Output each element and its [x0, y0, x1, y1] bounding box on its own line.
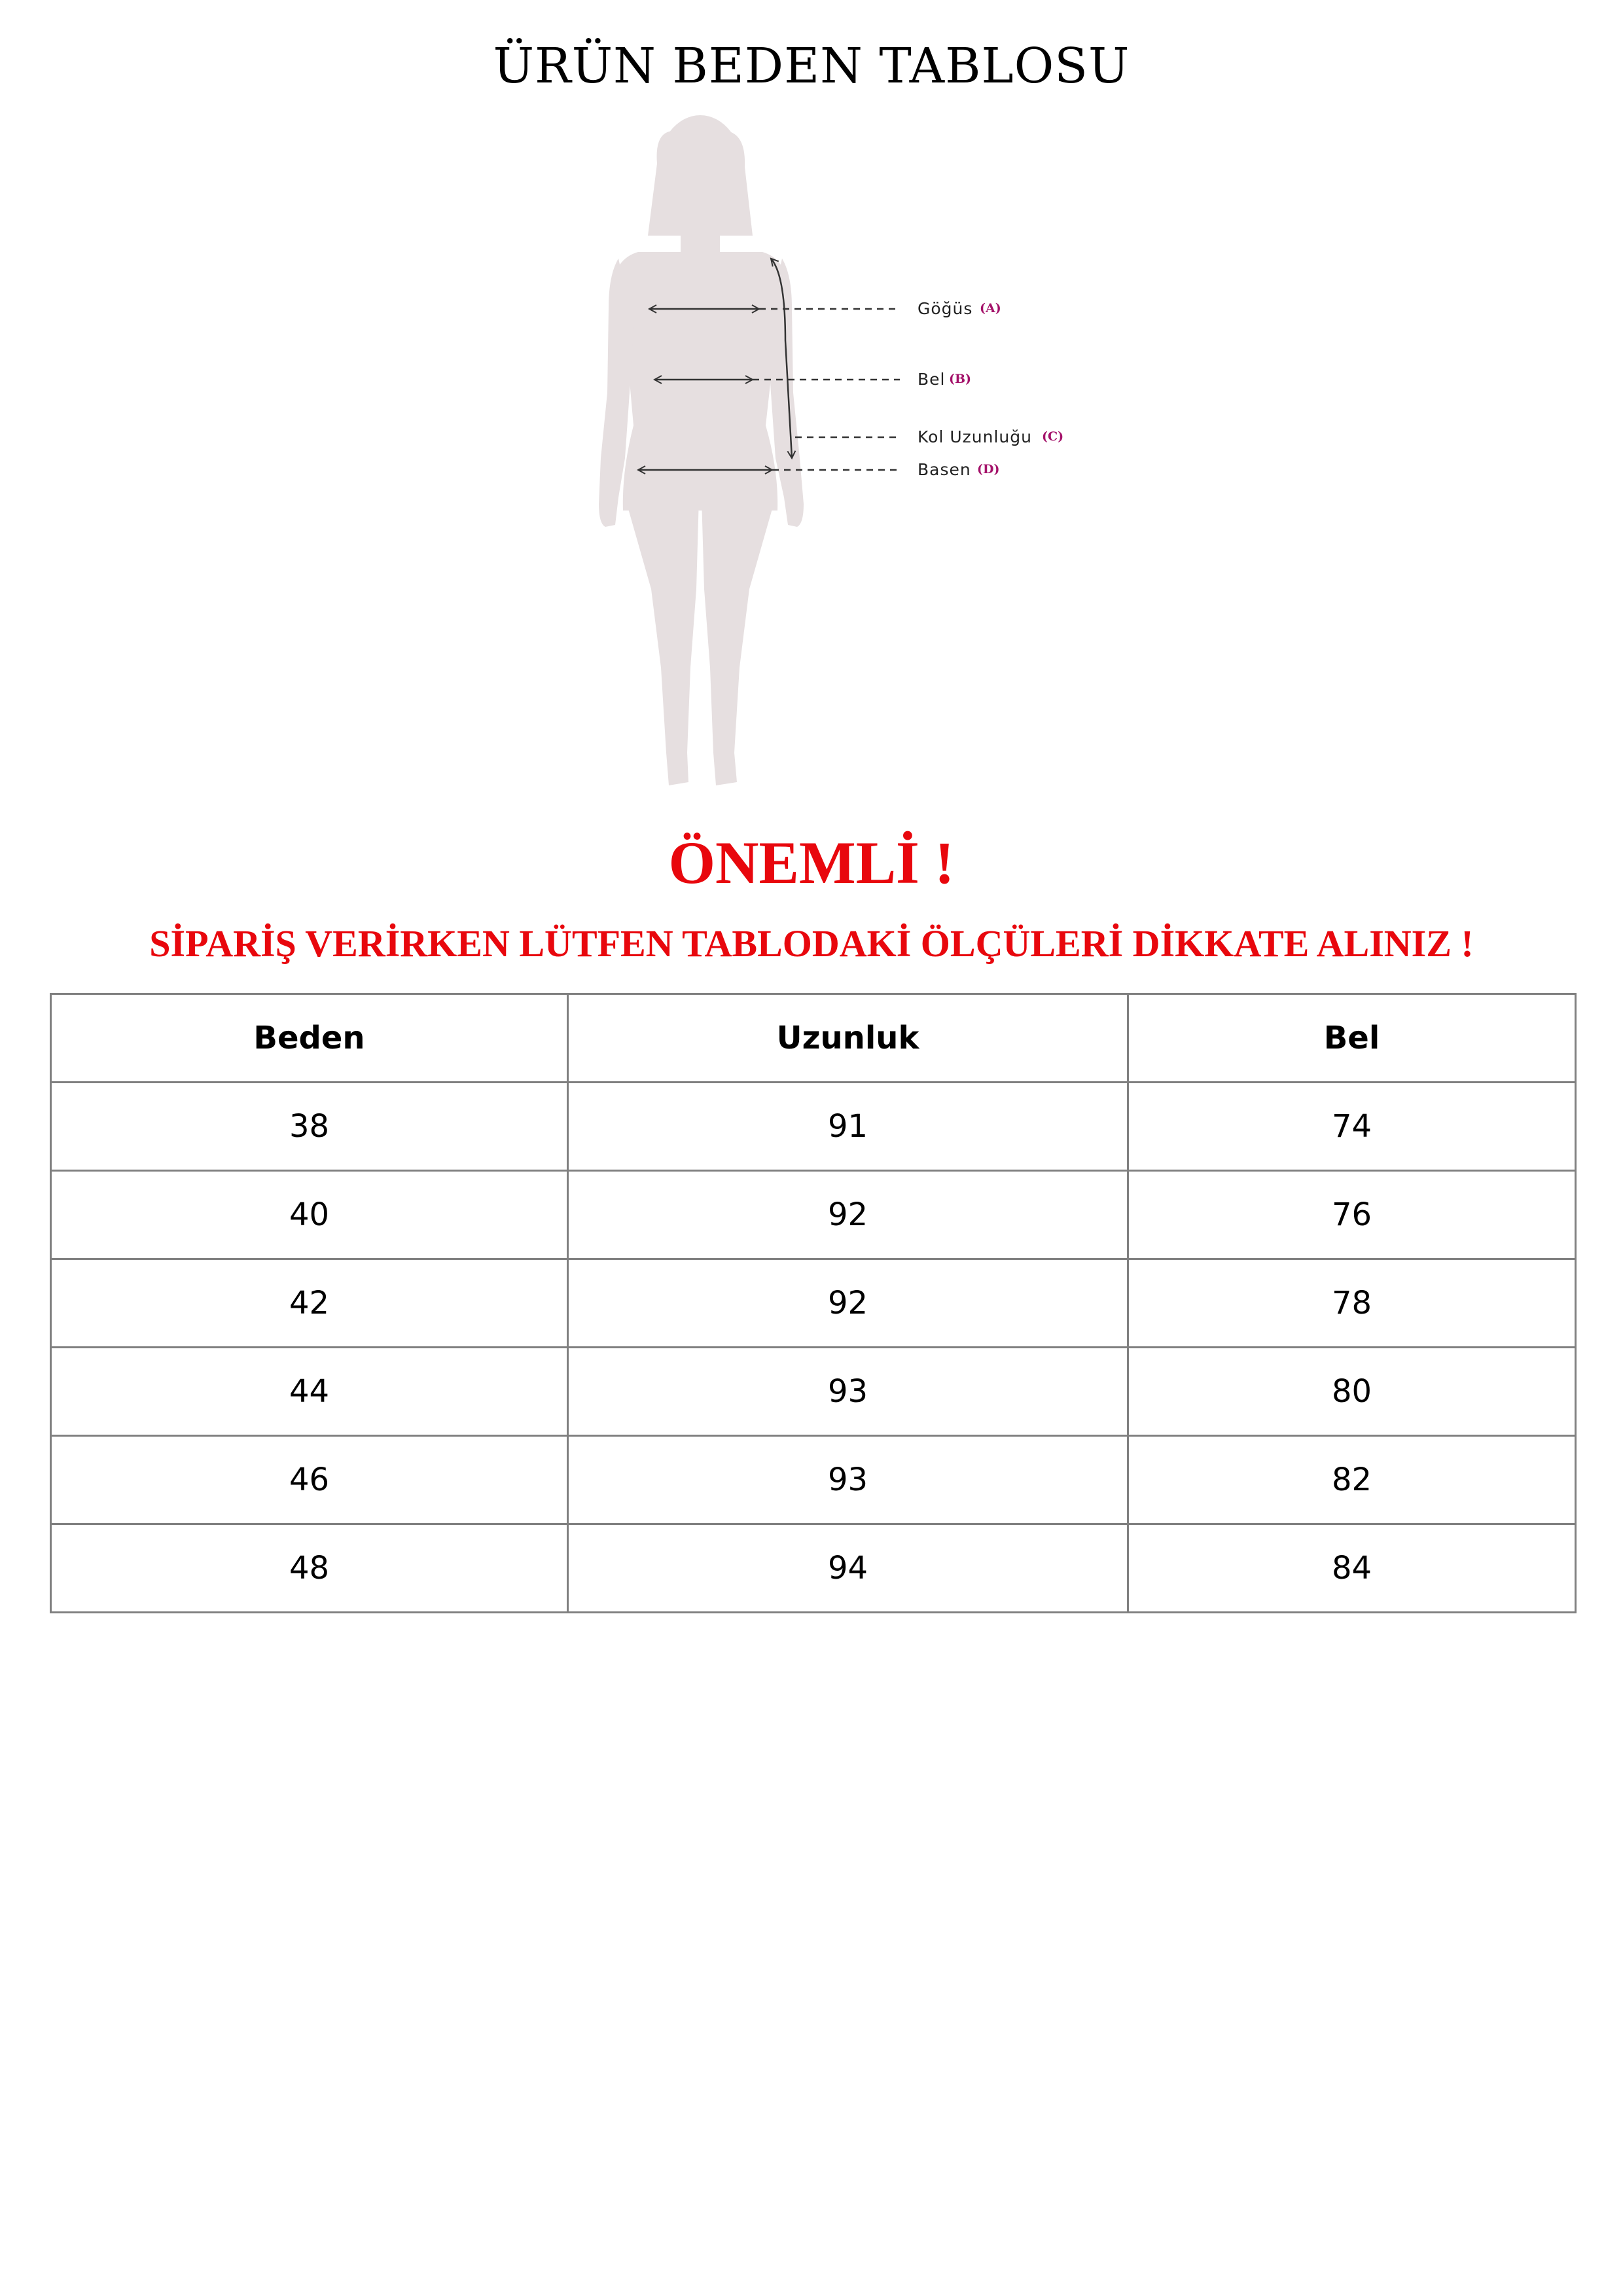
chest-label: Göğüs [918, 299, 973, 318]
table-header-row [51, 994, 1576, 1083]
cell-length: 94 [568, 1524, 1128, 1613]
cell-waist: 82 [1128, 1436, 1576, 1524]
cell-size: 48 [51, 1524, 568, 1613]
table-row [51, 1083, 1576, 1171]
cell-waist: 74 [1128, 1083, 1576, 1171]
cell-size: 38 [51, 1083, 568, 1171]
notice-heading: ÖNEMLİ ! [668, 829, 955, 896]
body-measurement-diagram [0, 0, 1623, 798]
page-title: ÜRÜN BEDEN TABLOSU [493, 38, 1130, 94]
table-row [51, 1348, 1576, 1436]
cell-length: 92 [568, 1171, 1128, 1259]
arm-length-code: (C) [1042, 429, 1064, 444]
size-table [50, 993, 1577, 1613]
hip-label: Basen [918, 460, 971, 479]
female-silhouette [599, 115, 804, 785]
hip-code: (D) [977, 462, 1000, 476]
cell-waist: 84 [1128, 1524, 1576, 1613]
measurement-labels [918, 299, 1063, 479]
cell-size: 40 [51, 1171, 568, 1259]
table-row [51, 1259, 1576, 1348]
table-row [51, 1171, 1576, 1259]
cell-size: 42 [51, 1259, 568, 1348]
waist-code: (B) [949, 372, 972, 386]
chest-code: (A) [980, 301, 1001, 315]
header-size: Beden [51, 994, 568, 1083]
cell-waist: 76 [1128, 1171, 1576, 1259]
cell-size: 46 [51, 1436, 568, 1524]
arm-length-label: Kol Uzunluğu [918, 427, 1032, 446]
header-length: Uzunluk [568, 994, 1128, 1083]
cell-size: 44 [51, 1348, 568, 1436]
cell-length: 93 [568, 1348, 1128, 1436]
cell-waist: 78 [1128, 1259, 1576, 1348]
cell-length: 92 [568, 1259, 1128, 1348]
cell-length: 93 [568, 1436, 1128, 1524]
waist-label: Bel [918, 370, 946, 389]
table-row [51, 1524, 1576, 1613]
cell-length: 91 [568, 1083, 1128, 1171]
notice-text: SİPARİŞ VERİRKEN LÜTFEN TABLODAKİ ÖLÇÜLERİ DİKKATE ALINIZ ! [149, 922, 1474, 965]
cell-waist: 80 [1128, 1348, 1576, 1436]
table-row [51, 1436, 1576, 1524]
header-waist: Bel [1128, 994, 1576, 1083]
